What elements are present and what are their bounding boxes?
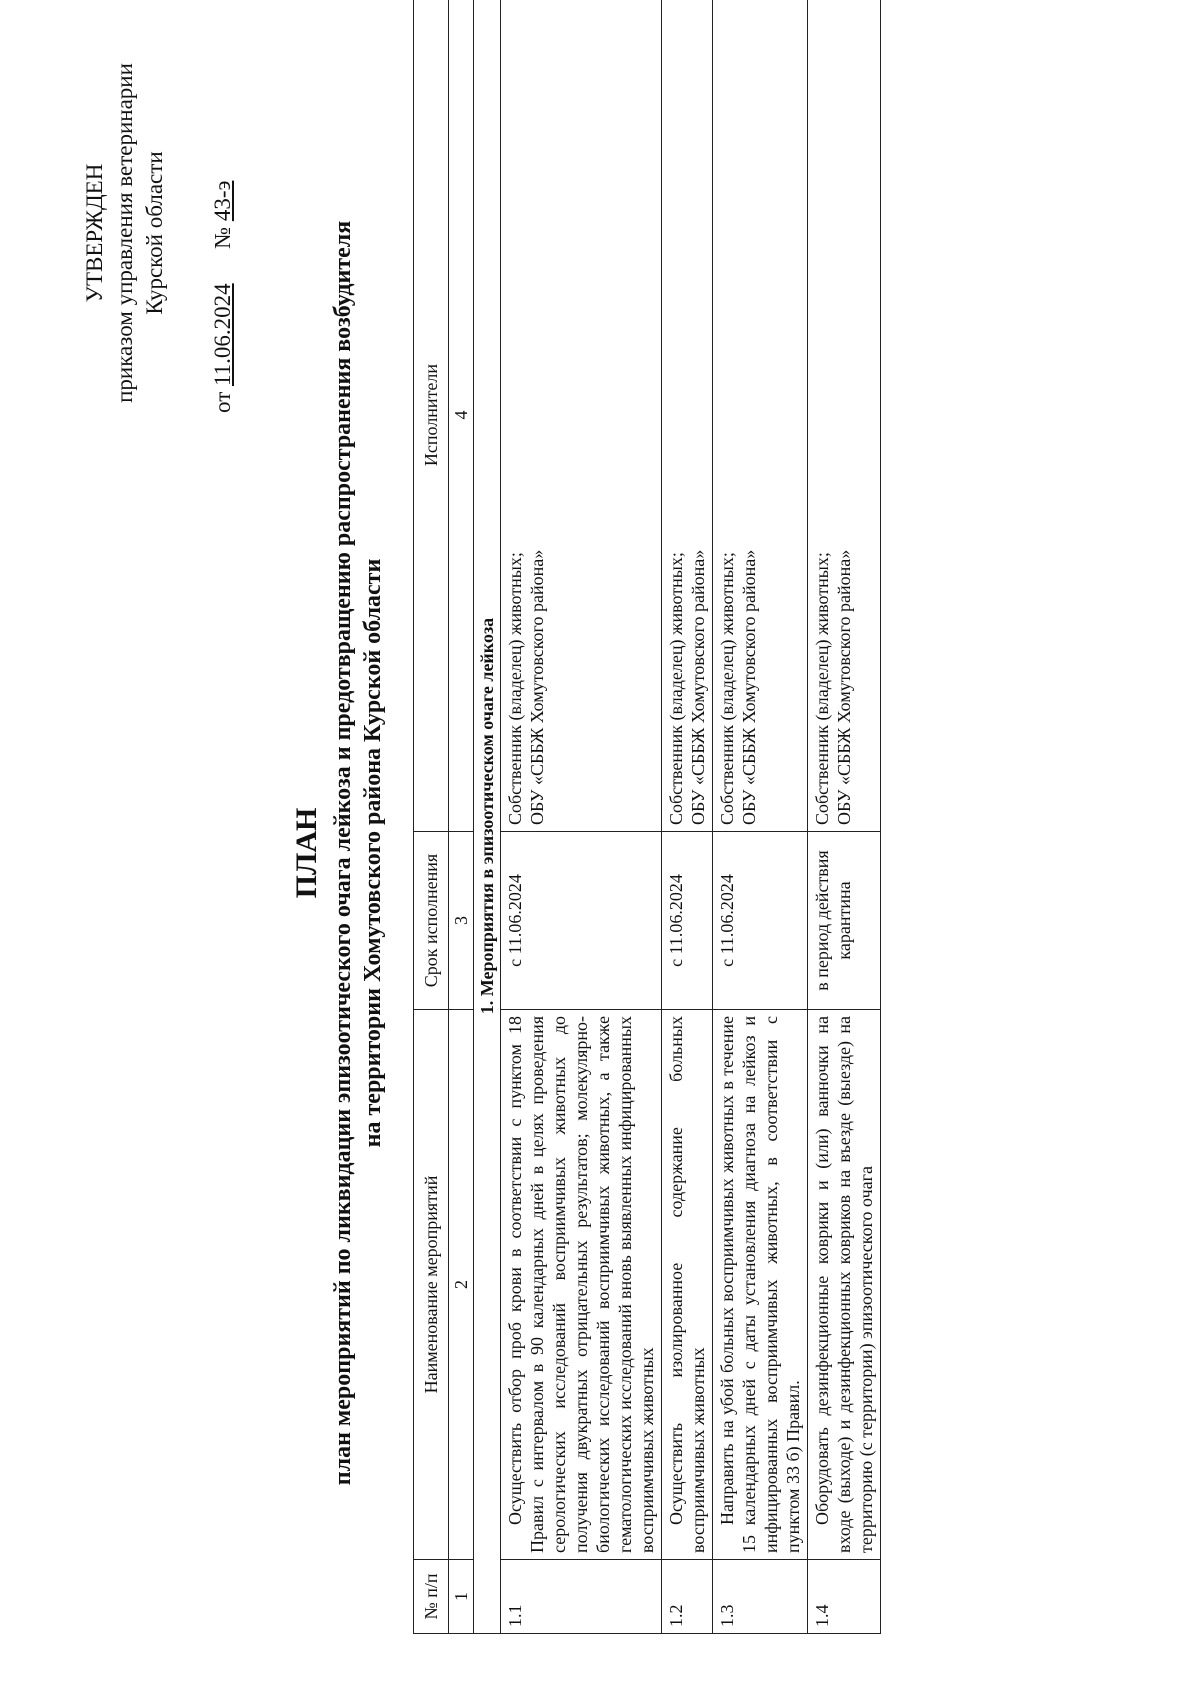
executor-organization: ОБУ «СББЖ Хомутовского района»: [688, 549, 708, 825]
row-term: в период действия карантина: [808, 832, 881, 1010]
approval-stamp-block: [80, 13, 238, 453]
executor-owner: Собственник (владелец) животных;: [717, 552, 737, 825]
row-number: 1.1: [501, 1560, 662, 1634]
executor-organization: ОБУ «СББЖ Хомутовского района»: [834, 549, 854, 825]
row-description: Оборудовать дезинфекционные коврики и (или) ванночки на входе (выходе) и дезинфекционных ковриков на въезде (выезде) на территорию (с территории) эпизоотического очага: [808, 1010, 881, 1560]
row-description: Осуществить отбор проб крови в соответствии с пунктом 18 Правил с интервалом в 90 календарных дней в целях проведения серологических исследований восприимчивых животных до получения двукратных отрицательных результатов; молекулярно-биологических исследований восприимчивых животных, а также гематологических исследований вновь выявленных инфицированных восприимчивых животных: [501, 1010, 662, 1560]
col-number: 4: [449, 0, 474, 832]
row-executors: [501, 0, 662, 832]
table-row: [713, 0, 808, 1634]
row-number: 1.3: [713, 1560, 808, 1634]
executor-owner: Собственник (владелец) животных;: [666, 552, 686, 825]
approval-date: 11.06.2024: [210, 283, 235, 386]
executor-organization: ОБУ «СББЖ Хомутовского района»: [527, 549, 547, 825]
col-number: 1: [449, 1560, 474, 1634]
row-term: с 11.06.2024: [501, 832, 662, 1010]
approval-date-line: [208, 13, 238, 453]
header-name: Наименование мероприятий: [414, 1010, 449, 1560]
number-sign: №: [210, 226, 235, 249]
table-header-row: [414, 0, 449, 1634]
row-term: с 11.06.2024: [713, 832, 808, 1010]
approval-label: УТВЕРЖДЕН: [82, 163, 107, 303]
plan-title-line1: план мероприятий по ликвидации эпизоотического очага лейкоза и предотвращению распространения возбудителя: [330, 220, 356, 1486]
row-executors: [713, 0, 808, 832]
col-number: 2: [449, 1010, 474, 1560]
plan-table: [413, 0, 881, 1634]
table-row: [501, 0, 662, 1634]
executor-owner: Собственник (владелец) животных;: [812, 552, 832, 825]
table-row: [808, 0, 881, 1634]
row-number: 1.4: [808, 1560, 881, 1634]
row-number: 1.2: [662, 1560, 713, 1634]
header-executors: Исполнители: [414, 0, 449, 832]
row-description: Осуществить изолированное содержание больных восприимчивых животных: [662, 1010, 713, 1560]
col-number: 3: [449, 832, 474, 1010]
row-description: Направить на убой больных восприимчивых животных в течение 15 календарных дней с даты установления диагноза на лейкоз и инфицированных восприимчивых животных, в соответствии с пунктом 33 б) Правил.: [713, 1010, 808, 1560]
date-prefix: от: [210, 391, 235, 413]
document-title: [290, 133, 388, 1573]
executor-organization: ОБУ «СББЖ Хомутовского района»: [739, 549, 759, 825]
approval-authority: приказом управления ветеринарии: [112, 63, 137, 403]
section-row: [474, 0, 501, 1634]
approval-region: Курской области: [142, 151, 167, 315]
row-executors: [662, 0, 713, 832]
header-term: Срок исполнения: [414, 832, 449, 1010]
approval-number: 43-э: [210, 180, 235, 222]
column-number-row: [449, 0, 474, 1634]
section-title: 1. Мероприятия в эпизоотическом очаге лейкоза: [474, 0, 501, 1634]
header-num: № п/п: [414, 1560, 449, 1634]
row-executors: [808, 0, 881, 832]
plan-heading: ПЛАН: [290, 807, 323, 899]
row-term: с 11.06.2024: [662, 832, 713, 1010]
table-row: [662, 0, 713, 1634]
executor-owner: Собственник (владелец) животных;: [505, 552, 525, 825]
plan-title-line2: на территории Хомутовского района Курской области: [360, 558, 386, 1148]
